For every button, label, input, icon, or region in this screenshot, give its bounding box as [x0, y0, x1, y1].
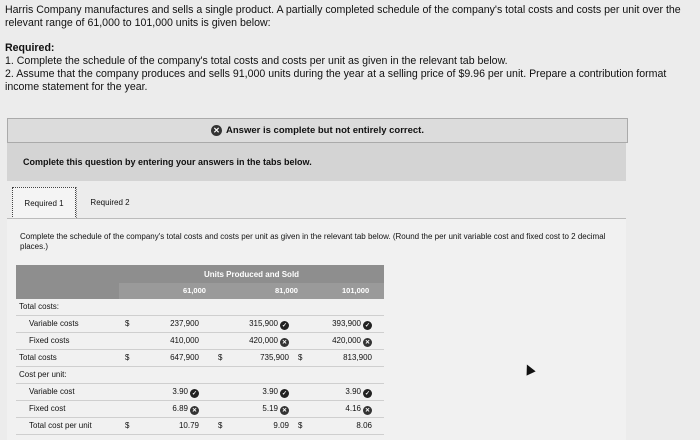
value-text: 10.79 — [178, 421, 199, 430]
table-row — [16, 384, 384, 401]
instruction-bar — [7, 143, 626, 181]
table-row — [16, 316, 384, 333]
x-circle-icon: ✕ — [364, 340, 371, 346]
value-text: 9.09 — [273, 421, 289, 430]
value-cell[interactable] — [345, 404, 372, 415]
row-label: Variable cost — [29, 387, 75, 396]
table-row — [16, 350, 384, 367]
check-icon: ✓ — [364, 323, 371, 329]
value-cell[interactable] — [170, 336, 199, 345]
value-cell[interactable] — [343, 353, 372, 362]
row-label: Fixed costs — [29, 336, 70, 345]
value-text: 647,900 — [170, 353, 199, 362]
value-cell[interactable] — [179, 421, 199, 430]
requirement-2: 2. Assume that the company produces and sells 91,000 units during the year at a selling price of $9.96 per unit. Prepare a contribution format income statement for the year. — [5, 68, 667, 93]
column-header-row — [119, 283, 384, 299]
check-icon: ✓ — [364, 391, 371, 397]
check-icon: ✓ — [281, 391, 288, 397]
value-cell[interactable] — [172, 404, 199, 415]
tab-required-1[interactable]: Required 1 — [12, 187, 76, 219]
x-circle-icon: ✕ — [364, 408, 371, 414]
value-cell[interactable] — [170, 319, 199, 328]
value-text: 3.90 — [345, 387, 361, 396]
value-cell[interactable] — [262, 404, 289, 415]
x-circle-icon: ✕ — [211, 125, 222, 136]
value-text: 410,000 — [170, 336, 199, 345]
value-cell[interactable] — [273, 421, 289, 430]
x-circle-icon: ✕ — [281, 340, 288, 346]
value-text: 315,900 — [249, 319, 278, 328]
dollar-sign: $ — [298, 421, 303, 430]
value-text: 8.06 — [356, 421, 372, 430]
requirement-1: 1. Complete the schedule of the company's total costs and costs per unit as given in the relevant tab below. — [5, 55, 508, 67]
units-group-header: Units Produced and Sold — [119, 265, 384, 283]
value-text: 5.19 — [262, 404, 278, 413]
dollar-sign: $ — [218, 353, 223, 362]
cost-schedule-table — [16, 265, 384, 440]
value-text: 393,900 — [332, 319, 361, 328]
instruction-text: Complete this question by entering your answers in the tabs below. — [23, 157, 312, 167]
table-header-blank — [16, 265, 119, 299]
check-icon: ✓ — [281, 323, 288, 329]
value-text: 4.16 — [345, 404, 361, 413]
column-header-101000: 101,000 — [342, 286, 370, 295]
value-cell[interactable] — [260, 353, 289, 362]
column-header-81000: 81,000 — [275, 286, 298, 295]
tab-bar — [12, 187, 143, 218]
value-text: 420,000 — [249, 336, 278, 345]
value-text: 813,900 — [343, 353, 372, 362]
value-cell[interactable] — [332, 336, 372, 347]
dollar-sign: $ — [125, 319, 130, 328]
column-header-61000: 61,000 — [183, 286, 206, 295]
tab-panel — [7, 218, 626, 440]
value-text: 735,900 — [260, 353, 289, 362]
value-text: 237,900 — [170, 319, 199, 328]
intro-text: Harris Company manufactures and sells a single product. A partially completed schedule of the company's total costs and costs per unit over the relevant range of 61,000 to 101,000 units is given below: — [5, 4, 681, 29]
dollar-sign: $ — [125, 353, 130, 362]
table-row — [16, 367, 384, 384]
row-label: Fixed cost — [29, 404, 66, 413]
value-cell[interactable] — [356, 421, 372, 430]
required-label: Required: — [5, 42, 55, 54]
table-row — [16, 299, 384, 316]
x-circle-icon: ✕ — [191, 408, 198, 414]
value-cell[interactable] — [172, 387, 199, 398]
table-row — [16, 401, 384, 418]
value-cell[interactable] — [262, 387, 289, 398]
value-cell[interactable] — [170, 353, 199, 362]
dollar-sign: $ — [125, 421, 130, 430]
value-cell[interactable] — [249, 336, 289, 347]
value-text: 3.90 — [172, 387, 188, 396]
row-label: Total costs — [19, 353, 57, 362]
value-cell[interactable] — [345, 387, 372, 398]
dollar-sign: $ — [298, 353, 303, 362]
result-banner-text: Answer is complete but not entirely correct. — [226, 125, 424, 136]
value-cell[interactable] — [249, 319, 289, 330]
row-label: Total costs: — [19, 302, 60, 311]
dollar-sign: $ — [218, 421, 223, 430]
row-label: Variable costs — [29, 319, 79, 328]
value-text: 3.90 — [262, 387, 278, 396]
table-row — [16, 333, 384, 350]
row-label: Total cost per unit — [29, 421, 92, 430]
panel-instruction: Complete the schedule of the company's total costs and costs per unit as given in the relevant tab below. (Round the per unit variable cost and fixed cost to 2 decimal places.) — [20, 232, 606, 251]
tab-required-2[interactable]: Required 2 — [76, 187, 143, 218]
row-label: Cost per unit: — [19, 370, 67, 379]
value-text: 6.89 — [172, 404, 188, 413]
table-row — [16, 418, 384, 435]
x-circle-icon: ✕ — [281, 408, 288, 414]
value-cell[interactable] — [332, 319, 372, 330]
problem-statement — [5, 4, 695, 94]
check-icon: ✓ — [191, 391, 198, 397]
result-banner — [7, 118, 628, 143]
value-text: 420,000 — [332, 336, 361, 345]
